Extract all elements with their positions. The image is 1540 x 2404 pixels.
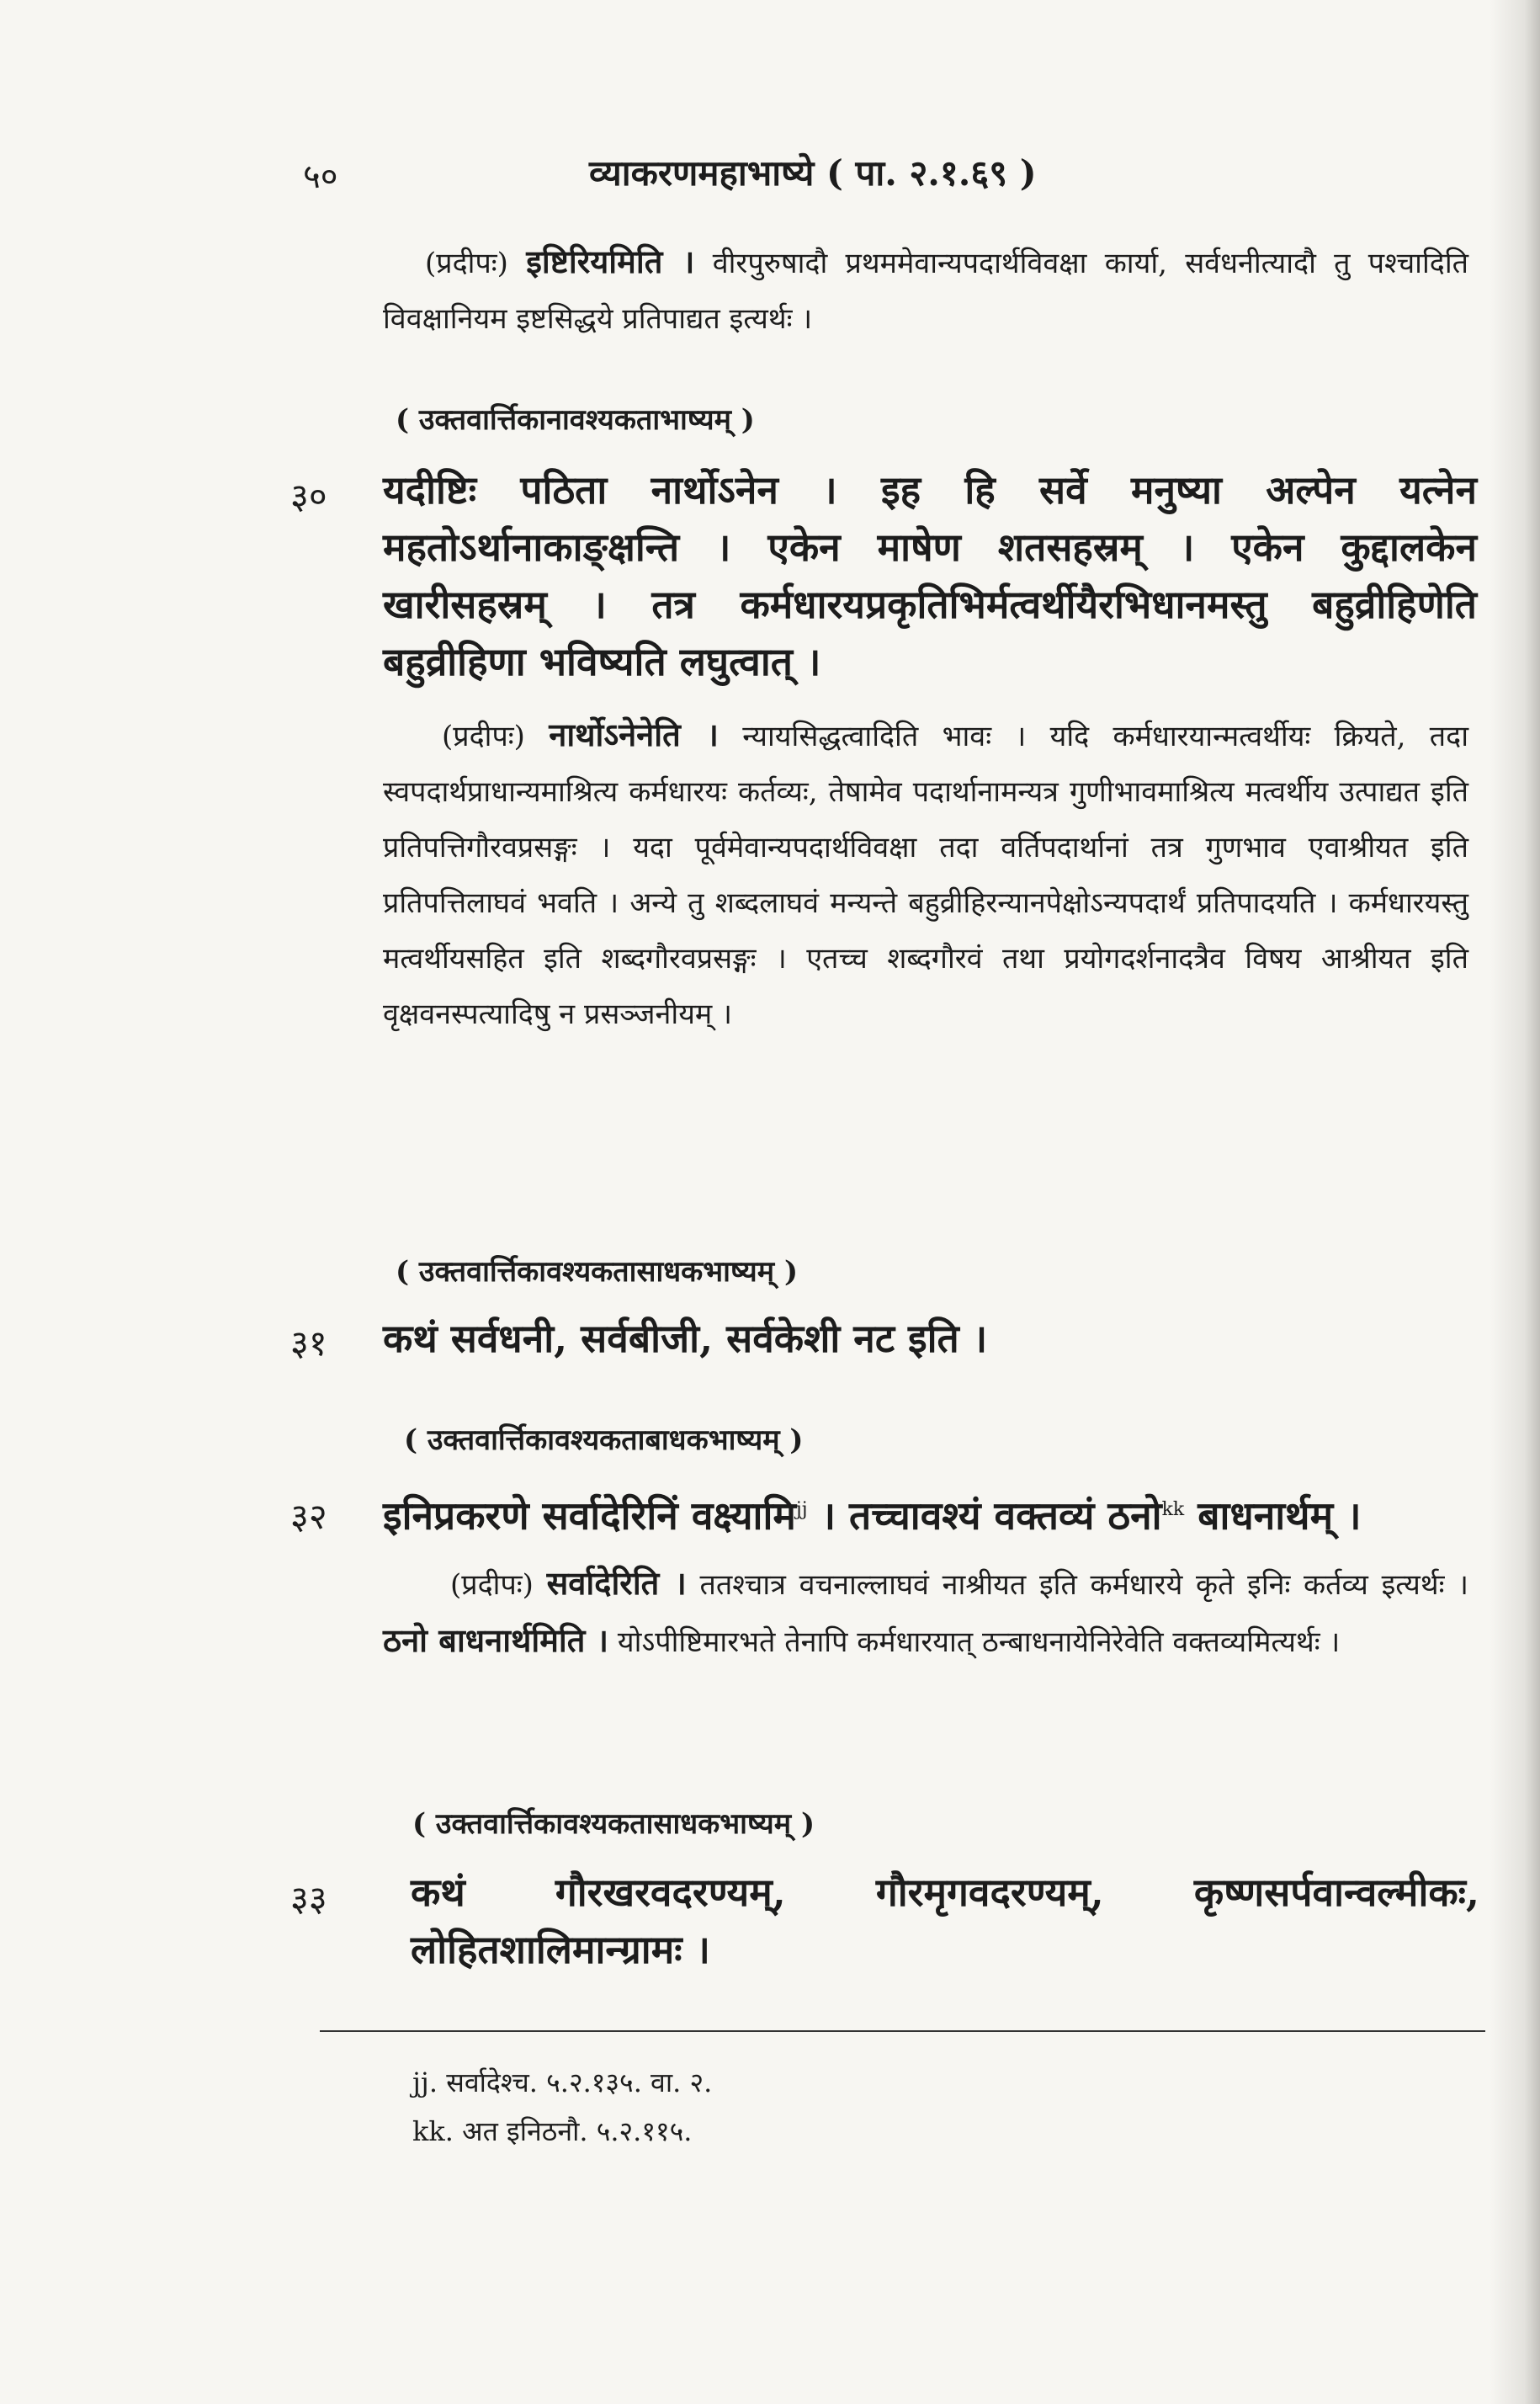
footnote-kk: kk. अत इनिठनौ. ५.२.११५. [412, 2115, 693, 2147]
pradipa-label: (प्रदीपः) [450, 1568, 534, 1602]
bhasya-32-part-b: । तच्चावश्यं वक्तव्यं ठनो [820, 1492, 1162, 1539]
bhasya-32-part-c: बाधनार्थम् । [1197, 1492, 1362, 1539]
footnote-rule [320, 2030, 1485, 2032]
footnote-ref-kk[interactable]: kk [1161, 1499, 1185, 1520]
section-heading-31: ( उक्तवार्त्तिकावश्यकतासाधकभाष्यम् ) [396, 1255, 799, 1289]
pradipa-paragraph-30 [383, 707, 1468, 1042]
pradipa-lemma: सर्वादेरिति । [546, 1564, 687, 1602]
section-heading-32: ( उक्तवार्त्तिकावश्यकताबाधकभाष्यम् ) [404, 1423, 804, 1457]
section-heading-33: ( उक्तवार्त्तिकावश्यकतासाधकभाष्यम् ) [412, 1807, 815, 1841]
pradipa-paragraph-top [383, 234, 1468, 347]
running-title: व्याकरणमहाभाष्ये ( पा. २.१.६९ ) [589, 152, 1037, 194]
pradipa-label: (प्रदीपः) [425, 247, 508, 280]
section-marker-31: ३१ [290, 1322, 327, 1364]
section-marker-33: ३३ [290, 1878, 327, 1919]
pradipa-label: (प्रदीपः) [442, 720, 525, 753]
pradipa-lemma: इष्टिरियमिति । [526, 242, 695, 280]
pradipa-text: वीरपुरुषादौ प्रथममेवान्यपदार्थविवक्षा कार्या, सर्वधनीत्यादौ तु पश्चादिति विवक्षानियम इष्टसिद्धये प्रतिपाद्यत इत्यर्थः । [383, 247, 1469, 336]
bhasya-32-part-a: इनिप्रकरणे सर्वादेरिनिं वक्ष्यामि [383, 1492, 796, 1539]
pradipa-paragraph-32 [383, 1556, 1468, 1670]
bhasya-30: यदीष्टिः पठिता नार्थोऽनेन । इह हि सर्वे मनुष्या अल्पेन यत्नेन महतोऽर्थानाकाङ्क्षन्ति । एकेन माषेण शतसहस्रम् । एकेन कुद्दालकेन खारीसहस्रम् । तत्र कर्मधारयप्रकृतिभिर्मत्वर्थीयैरभिधानमस्तु बहुव्रीहिणेति बहुव्रीहिणा भविष्यति लघुत्वात् । [383, 467, 1477, 684]
bhasya-31: कथं सर्वधनी, सर्वबीजी, सर्वकेशी नट इति । [383, 1316, 988, 1361]
pradipa-lemma: नार्थोऽनेनेति । [549, 715, 719, 753]
pradipa-text: योऽपीष्टिमारभते तेनापि कर्मधारयात् ठन्बाधनायेनिरेवेति वक्तव्यमित्यर्थः । [617, 1625, 1341, 1659]
pradipa-lemma: ठनो बाधनार्थमिति । [383, 1621, 609, 1659]
section-heading-30: ( उक्तवार्त्तिकानावश्यकताभाष्यम् ) [396, 403, 755, 437]
page-edge-shadow [1490, 0, 1540, 2404]
bhasya-33: कथं गौरखरवदरण्यम्, गौरमृगवदरण्यम्, कृष्णसर्पवान्वल्मीकः, लोहितशालिमान्ग्रामः । [411, 1869, 1479, 1972]
section-marker-32: ३२ [290, 1496, 327, 1537]
pradipa-text: ततश्चात्र वचनाल्लाघवं नाश्रीयत इति कर्मधारये कृते इनिः कर्तव्य इत्यर्थः । [699, 1568, 1469, 1602]
bhasya-32 [383, 1481, 1477, 1544]
pradipa-text: न्यायसिद्धत्वादिति भावः । यदि कर्मधारयान्मत्वर्थीयः क्रियते, तदा स्वपदार्थप्राधान्यमाश्रित्य कर्मधारयः कर्तव्यः, तेषामेव पदार्थानामन्यत्र गुणीभावमाश्रित्य मत्वर्थीय उत्पाद्यत इति प्रतिपत्तिगौरवप्रसङ्गः । यदा पूर्वमेवान्यपदार्थविवक्षा तदा वर्तिपदार्थानां तत्र गुणभाव एवाश्रीयत इति प्रतिपत्तिलाघवं भवति । अन्ये तु शब्दलाघवं मन्यन्ते बहुव्रीहिरन्यानपेक्षोऽन्यपदार्थं प्रतिपादयति । कर्मधारयस्तु मत्वर्थीयसहित इति शब्दगौरवप्रसङ्गः । एतच्च शब्दगौरवं तथा प्रयोगदर्शनादत्रैव विषय आश्रीयत इति वृक्षवनस्पत्यादिषु न प्रसञ्जनीयम् । [383, 720, 1469, 1031]
footnote-ref-jj[interactable]: jj [795, 1499, 808, 1520]
page-number: ५० [303, 157, 338, 196]
section-marker-30: ३० [290, 476, 327, 517]
footnote-jj: jj. सर्वादेश्च. ५.२.१३५. वा. २. [412, 2066, 713, 2098]
